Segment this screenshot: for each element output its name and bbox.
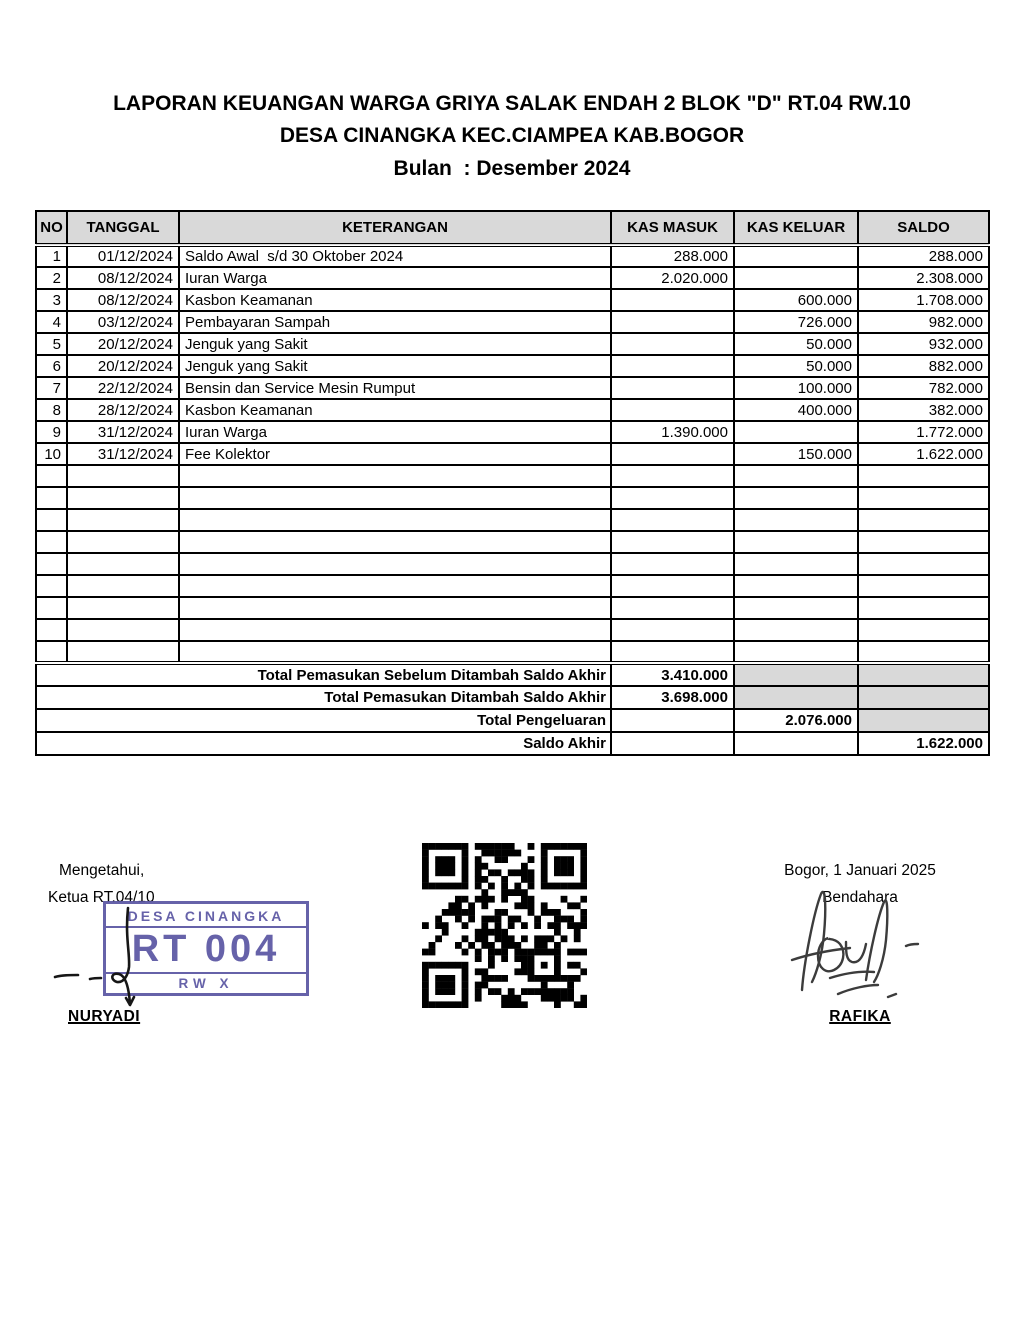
cell-tanggal: 31/12/2024 (67, 443, 179, 465)
total-cell-kas-masuk (611, 732, 734, 755)
cell-kas-keluar: 400.000 (734, 399, 858, 421)
cell-kas-keluar (734, 509, 858, 531)
cell-kas-masuk (611, 553, 734, 575)
cell-tanggal (67, 575, 179, 597)
table-empty-row (36, 619, 989, 641)
total-cell-kas-keluar (734, 663, 858, 686)
report-title-line2: DESA CINANGKA KEC.CIAMPEA KAB.BOGOR (279, 124, 745, 147)
cell-saldo (858, 531, 989, 553)
cell-tanggal: 28/12/2024 (67, 399, 179, 421)
sig-name-right: RAFIKA (829, 1008, 891, 1025)
cell-tanggal: 31/12/2024 (67, 421, 179, 443)
col-header-keterangan: KETERANGAN (179, 211, 611, 245)
table-row (36, 267, 989, 289)
cell-tanggal (67, 487, 179, 509)
table-body (36, 245, 989, 663)
cell-tanggal (67, 465, 179, 487)
stamp-line-rt: RT 004 (131, 928, 281, 970)
cell-kas-masuk (611, 487, 734, 509)
stamp-line-rw: RW X (106, 972, 306, 993)
cell-kas-keluar: 50.000 (734, 333, 858, 355)
cell-kas-masuk (611, 531, 734, 553)
total-cell-kas-masuk (611, 709, 734, 732)
cell-no (36, 509, 67, 531)
table-header-row (36, 211, 989, 245)
cell-no: 2 (36, 267, 67, 289)
total-row (36, 686, 989, 709)
total-cell-saldo (858, 686, 989, 709)
cell-saldo: 1.772.000 (858, 421, 989, 443)
cell-keterangan: Jenguk yang Sakit (179, 355, 611, 377)
table-row (36, 355, 989, 377)
cell-tanggal (67, 509, 179, 531)
table-totals (36, 663, 989, 755)
table-row (36, 399, 989, 421)
report-title-line3: Bulan : Desember 2024 (393, 157, 631, 180)
total-row (36, 663, 989, 686)
cell-no: 9 (36, 421, 67, 443)
cell-no: 1 (36, 245, 67, 267)
finance-table (35, 210, 990, 756)
cell-tanggal (67, 641, 179, 663)
table-empty-row (36, 553, 989, 575)
cell-keterangan (179, 509, 611, 531)
table-empty-row (36, 597, 989, 619)
total-label: Saldo Akhir (36, 732, 611, 755)
cell-no: 5 (36, 333, 67, 355)
table-row (36, 245, 989, 267)
signature-scribble-left (40, 895, 320, 1025)
table-empty-row (36, 509, 989, 531)
cell-kas-masuk: 288.000 (611, 245, 734, 267)
col-header-kas-masuk: KAS MASUK (611, 211, 734, 245)
cell-tanggal: 03/12/2024 (67, 311, 179, 333)
cell-no: 10 (36, 443, 67, 465)
cell-no: 8 (36, 399, 67, 421)
cell-kas-masuk (611, 509, 734, 531)
cell-kas-keluar: 726.000 (734, 311, 858, 333)
stamp-line-desa: DESA CINANGKA (106, 904, 306, 928)
cell-keterangan (179, 641, 611, 663)
cell-keterangan: Iuran Warga (179, 421, 611, 443)
cell-keterangan: Saldo Awal s/d 30 Oktober 2024 (179, 245, 611, 267)
table-row (36, 377, 989, 399)
total-cell-saldo (858, 709, 989, 732)
cell-saldo (858, 553, 989, 575)
cell-kas-masuk: 2.020.000 (611, 267, 734, 289)
cell-kas-keluar (734, 487, 858, 509)
cell-saldo: 382.000 (858, 399, 989, 421)
sig-left-line2: Ketua RT.04/10 (48, 889, 155, 906)
cell-saldo (858, 465, 989, 487)
col-header-kas-keluar: KAS KELUAR (734, 211, 858, 245)
total-row (36, 709, 989, 732)
col-header-no: NO (36, 211, 67, 245)
cell-keterangan: Kasbon Keamanan (179, 399, 611, 421)
cell-keterangan: Fee Kolektor (179, 443, 611, 465)
cell-saldo: 982.000 (858, 311, 989, 333)
table-empty-row (36, 465, 989, 487)
table-empty-row (36, 641, 989, 663)
cell-no: 7 (36, 377, 67, 399)
cell-kas-keluar: 100.000 (734, 377, 858, 399)
sig-left-line1: Mengetahui, (59, 862, 145, 879)
cell-kas-keluar (734, 465, 858, 487)
cell-saldo: 882.000 (858, 355, 989, 377)
cell-saldo: 782.000 (858, 377, 989, 399)
table-row (36, 333, 989, 355)
cell-kas-masuk (611, 465, 734, 487)
cell-keterangan: Bensin dan Service Mesin Rumput (179, 377, 611, 399)
cell-no (36, 597, 67, 619)
cell-kas-masuk (611, 311, 734, 333)
cell-keterangan (179, 531, 611, 553)
cell-tanggal: 08/12/2024 (67, 289, 179, 311)
cell-saldo: 1.622.000 (858, 443, 989, 465)
cell-kas-keluar (734, 267, 858, 289)
total-label: Total Pemasukan Sebelum Ditambah Saldo Akhir (36, 663, 611, 686)
cell-no: 3 (36, 289, 67, 311)
total-cell-saldo (858, 663, 989, 686)
cell-saldo: 932.000 (858, 333, 989, 355)
report-title-line1: LAPORAN KEUANGAN WARGA GRIYA SALAK ENDAH 2 BLOK "D" RT.04 RW.10 (113, 92, 911, 115)
table-empty-row (36, 575, 989, 597)
col-header-tanggal: TANGGAL (67, 211, 179, 245)
cell-saldo: 2.308.000 (858, 267, 989, 289)
table-row (36, 289, 989, 311)
cell-kas-keluar (734, 619, 858, 641)
cell-tanggal: 20/12/2024 (67, 355, 179, 377)
cell-tanggal (67, 619, 179, 641)
cell-kas-masuk (611, 641, 734, 663)
table-row (36, 443, 989, 465)
cell-kas-masuk (611, 289, 734, 311)
total-cell-kas-keluar (734, 686, 858, 709)
col-header-saldo: SALDO (858, 211, 989, 245)
qr-code (422, 843, 587, 1008)
sig-name-left: NURYADI (68, 1008, 141, 1025)
cell-kas-masuk (611, 355, 734, 377)
total-cell-kas-keluar: 2.076.000 (734, 709, 858, 732)
cell-tanggal (67, 531, 179, 553)
cell-keterangan (179, 575, 611, 597)
total-cell-kas-masuk: 3.698.000 (611, 686, 734, 709)
cell-kas-masuk (611, 575, 734, 597)
cell-kas-masuk (611, 443, 734, 465)
cell-tanggal (67, 553, 179, 575)
table-row (36, 421, 989, 443)
cell-saldo: 1.708.000 (858, 289, 989, 311)
cell-kas-keluar (734, 421, 858, 443)
cell-no (36, 641, 67, 663)
table-empty-row (36, 487, 989, 509)
cell-kas-keluar: 600.000 (734, 289, 858, 311)
total-cell-kas-masuk: 3.410.000 (611, 663, 734, 686)
total-cell-kas-keluar (734, 732, 858, 755)
cell-kas-keluar: 50.000 (734, 355, 858, 377)
total-label: Total Pengeluaran (36, 709, 611, 732)
cell-kas-keluar (734, 531, 858, 553)
total-label: Total Pemasukan Ditambah Saldo Akhir (36, 686, 611, 709)
sig-right-line2: Bendahara (822, 889, 898, 906)
cell-no (36, 619, 67, 641)
cell-no (36, 465, 67, 487)
sig-right-line1: Bogor, 1 Januari 2025 (784, 862, 936, 879)
cell-keterangan (179, 619, 611, 641)
cell-no: 4 (36, 311, 67, 333)
cell-no (36, 553, 67, 575)
cell-no (36, 487, 67, 509)
cell-saldo (858, 487, 989, 509)
cell-saldo (858, 597, 989, 619)
total-row (36, 732, 989, 755)
table-empty-row (36, 531, 989, 553)
cell-tanggal: 20/12/2024 (67, 333, 179, 355)
cell-kas-masuk (611, 377, 734, 399)
cell-tanggal: 22/12/2024 (67, 377, 179, 399)
cell-keterangan (179, 553, 611, 575)
cell-saldo (858, 619, 989, 641)
cell-kas-keluar (734, 641, 858, 663)
cell-no (36, 531, 67, 553)
total-cell-saldo: 1.622.000 (858, 732, 989, 755)
cell-kas-masuk: 1.390.000 (611, 421, 734, 443)
cell-kas-keluar (734, 245, 858, 267)
cell-kas-masuk (611, 597, 734, 619)
cell-kas-keluar: 150.000 (734, 443, 858, 465)
cell-keterangan (179, 487, 611, 509)
signature-scribble-right (770, 882, 960, 1012)
cell-kas-masuk (611, 333, 734, 355)
cell-saldo (858, 641, 989, 663)
cell-no (36, 575, 67, 597)
cell-keterangan (179, 465, 611, 487)
cell-saldo: 288.000 (858, 245, 989, 267)
cell-kas-keluar (734, 553, 858, 575)
cell-tanggal (67, 597, 179, 619)
cell-kas-keluar (734, 597, 858, 619)
cell-kas-masuk (611, 619, 734, 641)
cell-no: 6 (36, 355, 67, 377)
cell-keterangan: Jenguk yang Sakit (179, 333, 611, 355)
cell-kas-masuk (611, 399, 734, 421)
cell-tanggal: 01/12/2024 (67, 245, 179, 267)
report-title (0, 88, 1024, 185)
cell-keterangan: Iuran Warga (179, 267, 611, 289)
cell-keterangan: Pembayaran Sampah (179, 311, 611, 333)
table-row (36, 311, 989, 333)
cell-keterangan: Kasbon Keamanan (179, 289, 611, 311)
cell-saldo (858, 575, 989, 597)
cell-saldo (858, 509, 989, 531)
cell-tanggal: 08/12/2024 (67, 267, 179, 289)
cell-kas-keluar (734, 575, 858, 597)
cell-keterangan (179, 597, 611, 619)
